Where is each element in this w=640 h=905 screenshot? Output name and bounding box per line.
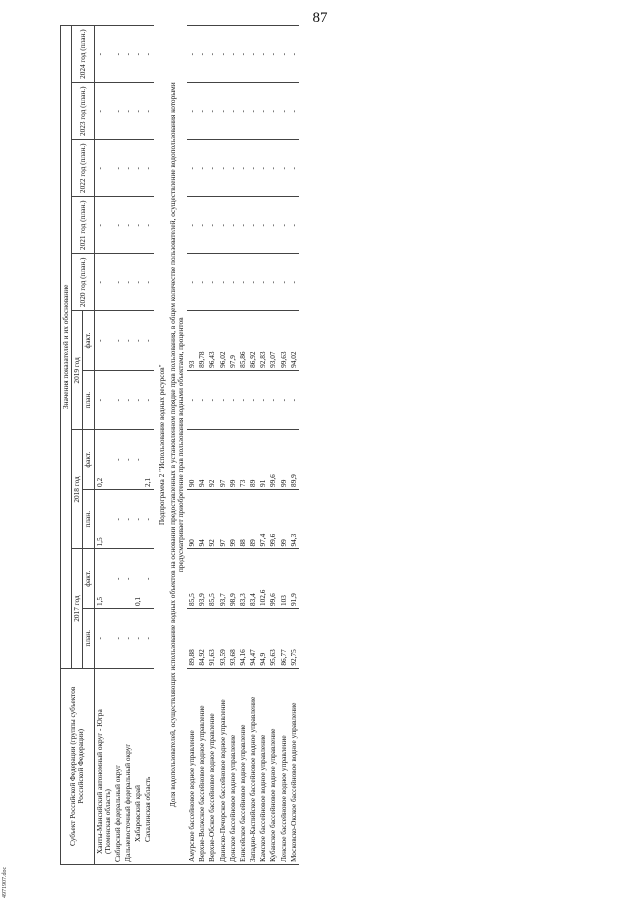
cell: - bbox=[113, 254, 123, 311]
cell: 95,63 bbox=[268, 609, 278, 669]
cell: - bbox=[268, 197, 278, 254]
cell: - bbox=[207, 254, 217, 311]
cell: - bbox=[289, 83, 299, 140]
cell: 91,9 bbox=[289, 549, 299, 609]
cell: 93,68 bbox=[228, 609, 238, 669]
row-name: Сахалинская область bbox=[143, 668, 153, 864]
cell: 83,4 bbox=[248, 549, 258, 609]
row-name: Дальневосточный федеральный округ bbox=[123, 668, 133, 864]
cell: 73 bbox=[238, 430, 248, 490]
cell: - bbox=[258, 370, 268, 430]
cell: - bbox=[133, 197, 143, 254]
cell: - bbox=[248, 254, 258, 311]
row-name: Московско-Окское бассейновое водное управление bbox=[289, 668, 299, 864]
subprogram-row bbox=[154, 26, 167, 865]
cell: - bbox=[143, 26, 153, 83]
cell: 94,9 bbox=[258, 609, 268, 669]
cell: - bbox=[228, 83, 238, 140]
cell: - bbox=[113, 370, 123, 430]
cell: - bbox=[207, 370, 217, 430]
cell: - bbox=[113, 140, 123, 197]
cell: - bbox=[279, 370, 289, 430]
cell: - bbox=[143, 609, 153, 669]
cell: 83,3 bbox=[238, 549, 248, 609]
cell: - bbox=[197, 140, 207, 197]
cell: 0,2 bbox=[94, 430, 113, 490]
row-name: Кубанское бассейновое водное управление bbox=[268, 668, 278, 864]
cell: 91 bbox=[258, 430, 268, 490]
row-name: Ленское бассейновое водное управление bbox=[279, 668, 289, 864]
table-row bbox=[228, 26, 238, 865]
cell: - bbox=[279, 197, 289, 254]
cell: - bbox=[279, 83, 289, 140]
cell: - bbox=[228, 254, 238, 311]
row-name: Верхне-Волжское бассейновое водное управление bbox=[197, 668, 207, 864]
cell: - bbox=[187, 254, 197, 311]
cell: - bbox=[218, 140, 228, 197]
cell: - bbox=[123, 609, 133, 669]
cell: - bbox=[238, 370, 248, 430]
cell: - bbox=[228, 140, 238, 197]
rotated-page bbox=[60, 25, 620, 865]
cell: - bbox=[258, 254, 268, 311]
cell: 99,6 bbox=[268, 489, 278, 549]
cell: 92 bbox=[207, 430, 217, 490]
indicators-table bbox=[60, 25, 299, 865]
cell: - bbox=[143, 254, 153, 311]
year-2018-header: 2018 год bbox=[72, 430, 83, 549]
row-name: Камское бассейновое водное управление bbox=[258, 668, 268, 864]
cell: 97 bbox=[218, 430, 228, 490]
cell: - bbox=[248, 370, 258, 430]
cell: - bbox=[133, 140, 143, 197]
cell: - bbox=[258, 26, 268, 83]
year-2021-header: 2021 год (план.) bbox=[72, 197, 94, 254]
cell: - bbox=[258, 140, 268, 197]
subject-header: Субъект Российской Федерации (группы субъектов Российской Федерации) bbox=[61, 668, 95, 864]
cell: - bbox=[113, 430, 123, 490]
cell: - bbox=[123, 370, 133, 430]
cell: 97,4 bbox=[258, 489, 268, 549]
row-name: Сибирский федеральный округ bbox=[113, 668, 123, 864]
cell: - bbox=[218, 254, 228, 311]
cell: - bbox=[268, 140, 278, 197]
cell: - bbox=[123, 197, 133, 254]
table-row bbox=[197, 26, 207, 865]
table-row bbox=[268, 26, 278, 865]
cell: 85,5 bbox=[207, 549, 217, 609]
cell: 94,3 bbox=[289, 489, 299, 549]
year-2023-header: 2023 год (план.) bbox=[72, 83, 94, 140]
subprogram-title: Подпрограмма 2 "Использование водных ресурсов" bbox=[154, 26, 167, 865]
cell: 90 bbox=[187, 489, 197, 549]
row-name: Амурское бассейновое водное управление bbox=[187, 668, 197, 864]
year-2022-header: 2022 год (план.) bbox=[72, 140, 94, 197]
table-row bbox=[289, 26, 299, 865]
cell: 89,9 bbox=[289, 430, 299, 490]
fact-2019-header: факт. bbox=[83, 311, 94, 371]
cell: - bbox=[238, 26, 248, 83]
year-2024-header: 2024 год (план.) bbox=[72, 26, 94, 83]
cell: 93,7 bbox=[218, 549, 228, 609]
cell: 96,43 bbox=[207, 311, 217, 371]
cell: - bbox=[133, 83, 143, 140]
table-row bbox=[258, 26, 268, 865]
cell: - bbox=[207, 26, 217, 83]
footer-document-code: 4971907.doc bbox=[2, 866, 8, 898]
cell: 94 bbox=[197, 430, 207, 490]
cell: - bbox=[143, 549, 153, 609]
cell: - bbox=[123, 311, 133, 371]
cell: - bbox=[289, 254, 299, 311]
cell: 93,59 bbox=[218, 609, 228, 669]
cell: 86,92 bbox=[248, 311, 258, 371]
cell: 99,63 bbox=[279, 311, 289, 371]
cell: - bbox=[238, 140, 248, 197]
cell: - bbox=[289, 26, 299, 83]
cell: - bbox=[218, 197, 228, 254]
cell: - bbox=[207, 140, 217, 197]
cell: - bbox=[238, 197, 248, 254]
cell: 99,6 bbox=[268, 430, 278, 490]
cell: - bbox=[228, 370, 238, 430]
cell: 1,5 bbox=[94, 489, 113, 549]
cell: 89 bbox=[248, 489, 258, 549]
cell: 92 bbox=[207, 489, 217, 549]
table-row bbox=[187, 26, 197, 865]
fact-2018-header: факт. bbox=[83, 430, 94, 490]
cell: - bbox=[238, 83, 248, 140]
cell: - bbox=[133, 26, 143, 83]
cell: 98,9 bbox=[228, 549, 238, 609]
cell: 91,63 bbox=[207, 609, 217, 669]
cell: - bbox=[133, 311, 143, 371]
cell: - bbox=[228, 197, 238, 254]
values-group-header: Значения показателей и их обоснование bbox=[61, 26, 72, 669]
cell: 90 bbox=[187, 430, 197, 490]
cell: - bbox=[197, 370, 207, 430]
cell: - bbox=[143, 489, 153, 549]
cell: - bbox=[113, 197, 123, 254]
cell: 85,86 bbox=[238, 311, 248, 371]
cell: - bbox=[197, 254, 207, 311]
cell: - bbox=[143, 197, 153, 254]
cell: - bbox=[197, 26, 207, 83]
cell: 97 bbox=[218, 489, 228, 549]
table-row bbox=[133, 26, 143, 865]
cell: - bbox=[133, 489, 143, 549]
plan-2017-header: план. bbox=[83, 609, 94, 669]
cell: - bbox=[268, 370, 278, 430]
cell: - bbox=[113, 26, 123, 83]
cell: 94 bbox=[197, 489, 207, 549]
year-2017-header: 2017 год bbox=[72, 549, 83, 668]
cell: - bbox=[123, 83, 133, 140]
cell: - bbox=[113, 549, 123, 609]
cell: 93,07 bbox=[268, 311, 278, 371]
cell: 1,5 bbox=[94, 549, 113, 609]
cell: - bbox=[94, 609, 113, 669]
plan-2018-header: план. bbox=[83, 489, 94, 549]
cell: - bbox=[248, 26, 258, 83]
cell: - bbox=[218, 83, 228, 140]
cell: - bbox=[133, 430, 143, 490]
row-name: Западно-Каспийское бассейновое водное управление bbox=[248, 668, 258, 864]
cell: - bbox=[187, 197, 197, 254]
cell: - bbox=[94, 311, 113, 371]
row-name: Ханты-Мансийский автономный округ - Югра (Тюменская область) bbox=[94, 668, 113, 864]
cell: - bbox=[94, 370, 113, 430]
table-row bbox=[143, 26, 153, 865]
table-row bbox=[123, 26, 133, 865]
cell: - bbox=[133, 370, 143, 430]
cell: 86,77 bbox=[279, 609, 289, 669]
cell: 102,6 bbox=[258, 549, 268, 609]
cell: 89,88 bbox=[187, 609, 197, 669]
cell: - bbox=[289, 197, 299, 254]
cell: - bbox=[279, 254, 289, 311]
cell: - bbox=[187, 370, 197, 430]
cell: - bbox=[143, 370, 153, 430]
cell: 103 bbox=[279, 549, 289, 609]
cell: - bbox=[94, 254, 113, 311]
cell: - bbox=[218, 370, 228, 430]
cell: - bbox=[123, 254, 133, 311]
cell: - bbox=[123, 140, 133, 197]
cell: 99,6 bbox=[268, 549, 278, 609]
cell: - bbox=[123, 430, 133, 490]
cell: - bbox=[94, 197, 113, 254]
cell: - bbox=[143, 311, 153, 371]
indicator-note: Доля водопользователей, осуществляющих использование водных объектов на основании предоставленных в установленном порядке прав пользования, в общем количестве пользователей, осуществление водопользования которыми предусматривает приобретение прав пользования водными объектами, процентов bbox=[167, 26, 187, 865]
cell: - bbox=[248, 197, 258, 254]
table-row bbox=[279, 26, 289, 865]
table-row bbox=[94, 26, 113, 865]
cell: - bbox=[123, 26, 133, 83]
cell: - bbox=[113, 609, 123, 669]
cell: - bbox=[143, 140, 153, 197]
cell: - bbox=[238, 254, 248, 311]
page-number: 87 bbox=[312, 10, 328, 26]
cell: - bbox=[268, 254, 278, 311]
table-row bbox=[238, 26, 248, 865]
cell: - bbox=[187, 140, 197, 197]
cell: - bbox=[197, 83, 207, 140]
table-row bbox=[218, 26, 228, 865]
cell: - bbox=[113, 311, 123, 371]
cell: - bbox=[289, 370, 299, 430]
cell: - bbox=[268, 83, 278, 140]
table-row bbox=[113, 26, 123, 865]
cell: - bbox=[248, 140, 258, 197]
cell: - bbox=[187, 83, 197, 140]
year-2020-header: 2020 год (план.) bbox=[72, 254, 94, 311]
cell: - bbox=[94, 26, 113, 83]
cell: 0,1 bbox=[133, 549, 143, 609]
cell: 93 bbox=[187, 311, 197, 371]
fact-2017-header: факт. bbox=[83, 549, 94, 609]
plan-2019-header: план. bbox=[83, 370, 94, 430]
cell: - bbox=[258, 197, 268, 254]
table-body bbox=[94, 26, 299, 865]
year-2019-header: 2019 год bbox=[72, 311, 83, 430]
cell: 92,75 bbox=[289, 609, 299, 669]
cell: - bbox=[258, 83, 268, 140]
cell: 84,92 bbox=[197, 609, 207, 669]
cell: - bbox=[248, 83, 258, 140]
cell: - bbox=[123, 549, 133, 609]
cell: - bbox=[279, 26, 289, 83]
cell: 94,16 bbox=[238, 609, 248, 669]
row-name: Верхне-Обское бассейновое водное управление bbox=[207, 668, 217, 864]
cell: 99 bbox=[279, 489, 289, 549]
row-name: Двинско-Печорское бассейновое водное управление bbox=[218, 668, 228, 864]
cell: - bbox=[228, 26, 238, 83]
row-name: Донское бассейновое водное управление bbox=[228, 668, 238, 864]
row-name: Енисейское бассейновое водное управление bbox=[238, 668, 248, 864]
table-header bbox=[61, 26, 95, 865]
cell: - bbox=[113, 489, 123, 549]
cell: - bbox=[268, 26, 278, 83]
cell: 93,9 bbox=[197, 549, 207, 609]
cell: - bbox=[133, 609, 143, 669]
cell: - bbox=[187, 26, 197, 83]
cell: 89,78 bbox=[197, 311, 207, 371]
cell: - bbox=[207, 83, 217, 140]
cell: 99 bbox=[228, 489, 238, 549]
cell: - bbox=[207, 197, 217, 254]
cell: - bbox=[289, 140, 299, 197]
cell: - bbox=[279, 140, 289, 197]
table-row bbox=[248, 26, 258, 865]
row-name: Хабаровский край bbox=[133, 668, 143, 864]
cell: - bbox=[123, 489, 133, 549]
cell: - bbox=[113, 83, 123, 140]
cell: - bbox=[94, 140, 113, 197]
cell: 2,1 bbox=[143, 430, 153, 490]
cell: 99 bbox=[279, 430, 289, 490]
cell: 99 bbox=[228, 430, 238, 490]
table-row bbox=[207, 26, 217, 865]
cell: - bbox=[143, 83, 153, 140]
cell: 94,47 bbox=[248, 609, 258, 669]
cell: - bbox=[197, 197, 207, 254]
cell: - bbox=[133, 254, 143, 311]
cell: 85,5 bbox=[187, 549, 197, 609]
cell: 97,9 bbox=[228, 311, 238, 371]
cell: - bbox=[218, 26, 228, 83]
indicator-note-row bbox=[167, 26, 187, 865]
cell: - bbox=[94, 83, 113, 140]
cell: 96,02 bbox=[218, 311, 228, 371]
cell: 94,02 bbox=[289, 311, 299, 371]
cell: 92,83 bbox=[258, 311, 268, 371]
cell: 88 bbox=[238, 489, 248, 549]
cell: 89 bbox=[248, 430, 258, 490]
